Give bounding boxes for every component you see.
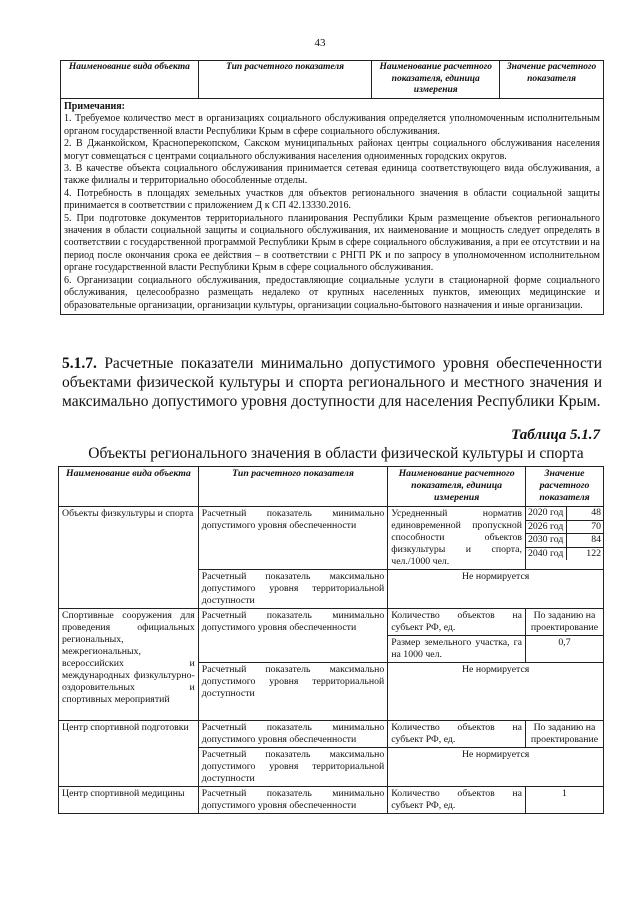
table-row [59, 507, 604, 570]
table-caption: Объекты регионального значения в области физической культуры и спорта [88, 445, 584, 462]
year-value: 70 [591, 520, 601, 532]
land-indicator-name: Размер земельного участка, га на 1000 чел. [388, 636, 526, 663]
indicator-type-min: Расчетный показатель минимально допустимого уровня обеспеченности [198, 507, 388, 570]
note-6: 6. Организации социального обслуживания, предоставляющие социальные услуги в стационарной форме социального обслуживания, целесообразно размещать недалеко от крупных населенных пунктов, имеющих медицинские и образовательные организации, организации культуры, организации социально-бытового назначения и иные организации. [64, 274, 600, 311]
notes-cell [61, 99, 604, 315]
table-row [59, 609, 604, 636]
note-1: 1. Требуемое количество мест в организациях социального обслуживания определяется уполномоченным исполнительным органом государственной власти Республики Крым в сфере социального обслуживания. [64, 113, 600, 137]
note-2: 2. В Джанкойском, Красноперекопском, Сакском муниципальных районах центры социального обслуживания населения могут совмещаться с центрами социального обслуживания населения одноименных городских округов. [64, 138, 600, 162]
year-row [526, 520, 603, 534]
header-object-type: Наименование вида объекта [61, 61, 199, 99]
sports-objects-table [58, 466, 604, 814]
table-row [59, 721, 604, 748]
year-value: 84 [591, 534, 601, 545]
indicator-type-min: Расчетный показатель минимально допустимого уровня обеспеченности [198, 721, 388, 748]
notes-title: Примечания: [64, 101, 126, 112]
indicator-name: Количество объектов на субъект РФ, ед. [388, 787, 526, 814]
indicator-type-max: Расчетный показатель максимально допустимого уровня территориальной доступности [198, 663, 388, 721]
object-name: Центр спортивной медицины [59, 787, 199, 814]
year-value: 48 [591, 507, 601, 518]
table-label: Таблица 5.1.7 [511, 427, 600, 443]
year-values [525, 507, 603, 570]
object-name: Спортивные сооружения для проведения официальных региональных, межрегиональных, всероссийских и международных физкультурно-оздоровительных и спортивных мероприятий [59, 609, 199, 721]
header-indicator-value: Значение расчетного показателя [525, 467, 603, 507]
year-label: 2040 год [526, 548, 567, 561]
header-indicator-value: Значение расчетного показателя [500, 61, 604, 99]
indicator-type-max: Расчетный показатель максимально допустимого уровня территориальной доступности [198, 570, 388, 609]
year-label: 2026 год [526, 521, 567, 534]
indicator-type-min: Расчетный показатель минимально допустимого уровня обеспеченности [198, 787, 388, 814]
table-row [59, 787, 604, 814]
indicator-type-max: Расчетный показатель максимально допустимого уровня территориальной доступности [198, 748, 388, 787]
section-text: Расчетные показатели минимально допустимого уровня обеспеченности объектами физической культуры и спорта регионального и местного значения и максимально допустимого уровня доступности для населения Республики Крым. [62, 355, 602, 410]
section-number: 5.1.7. [62, 355, 97, 372]
year-row [526, 547, 603, 561]
indicator-value: По заданию на проектирование [525, 721, 603, 748]
indicator-name: Усредненный норматив единовременной пропускной способности объектов физкультуры и спорта, чел./1000 чел. [388, 507, 526, 570]
header-indicator-name: Наименование расчетного показателя, единица измерения [372, 61, 500, 99]
indicator-value: По заданию на проектирование [525, 609, 603, 636]
note-3: 3. В качестве объекта социального обслуживания принимается сетевая единица соответствующего вида обслуживания, а также филиалы и территориально обособленные отделы. [64, 163, 600, 187]
header-indicator-type: Тип расчетного показателя [198, 467, 388, 507]
page-number: 43 [314, 37, 326, 49]
not-normed: Не нормируется [388, 663, 604, 721]
object-name: Объекты физкультуры и спорта [59, 507, 199, 609]
year-label: 2030 год [526, 534, 567, 547]
note-4: 4. Потребность в площадях земельных участков для объектов регионального значения в области социальной защиты принимается в соответствии с приложением Д к СП 42.13330.2016. [64, 187, 600, 212]
header-indicator-name: Наименование расчетного показателя, единица измерения [388, 467, 526, 507]
header-indicator-type: Тип расчетного показателя [198, 61, 372, 99]
note-5: 5. При подготовке документов территориального планирования Республики Крым размещение объектов регионального значения в области социальной защиты и социального обслуживания, их наименование и мощность следует определять в соответствии с государственной программой Республики Крым в сфере социального обслуживания, а при ее отсутствии и на период после окончания срока ее действия – в соответствии с РНГП РК и по запросу в уполномоченном исполнительном органе государственной власти Республики Крым в сфере социального обслуживания. [64, 212, 600, 274]
indicator-name: Количество объектов на субъект РФ, ед. [388, 721, 526, 748]
object-name: Центр спортивной подготовки [59, 721, 199, 787]
section-paragraph [62, 354, 602, 411]
indicator-type-min: Расчетный показатель минимально допустимого уровня обеспеченности [198, 609, 388, 663]
year-row [526, 507, 603, 520]
year-value: 122 [586, 547, 601, 559]
indicator-name: Количество объектов на субъект РФ, ед. [388, 609, 526, 636]
year-label: 2020 год [526, 507, 567, 520]
not-normed: Не нормируется [388, 748, 604, 787]
header-object-type: Наименование вида объекта [59, 467, 199, 507]
not-normed: Не нормируется [388, 570, 604, 609]
social-services-table [60, 60, 604, 315]
indicator-value: 1 [525, 787, 603, 814]
year-row [526, 533, 603, 547]
land-indicator-value: 0,7 [525, 636, 603, 663]
